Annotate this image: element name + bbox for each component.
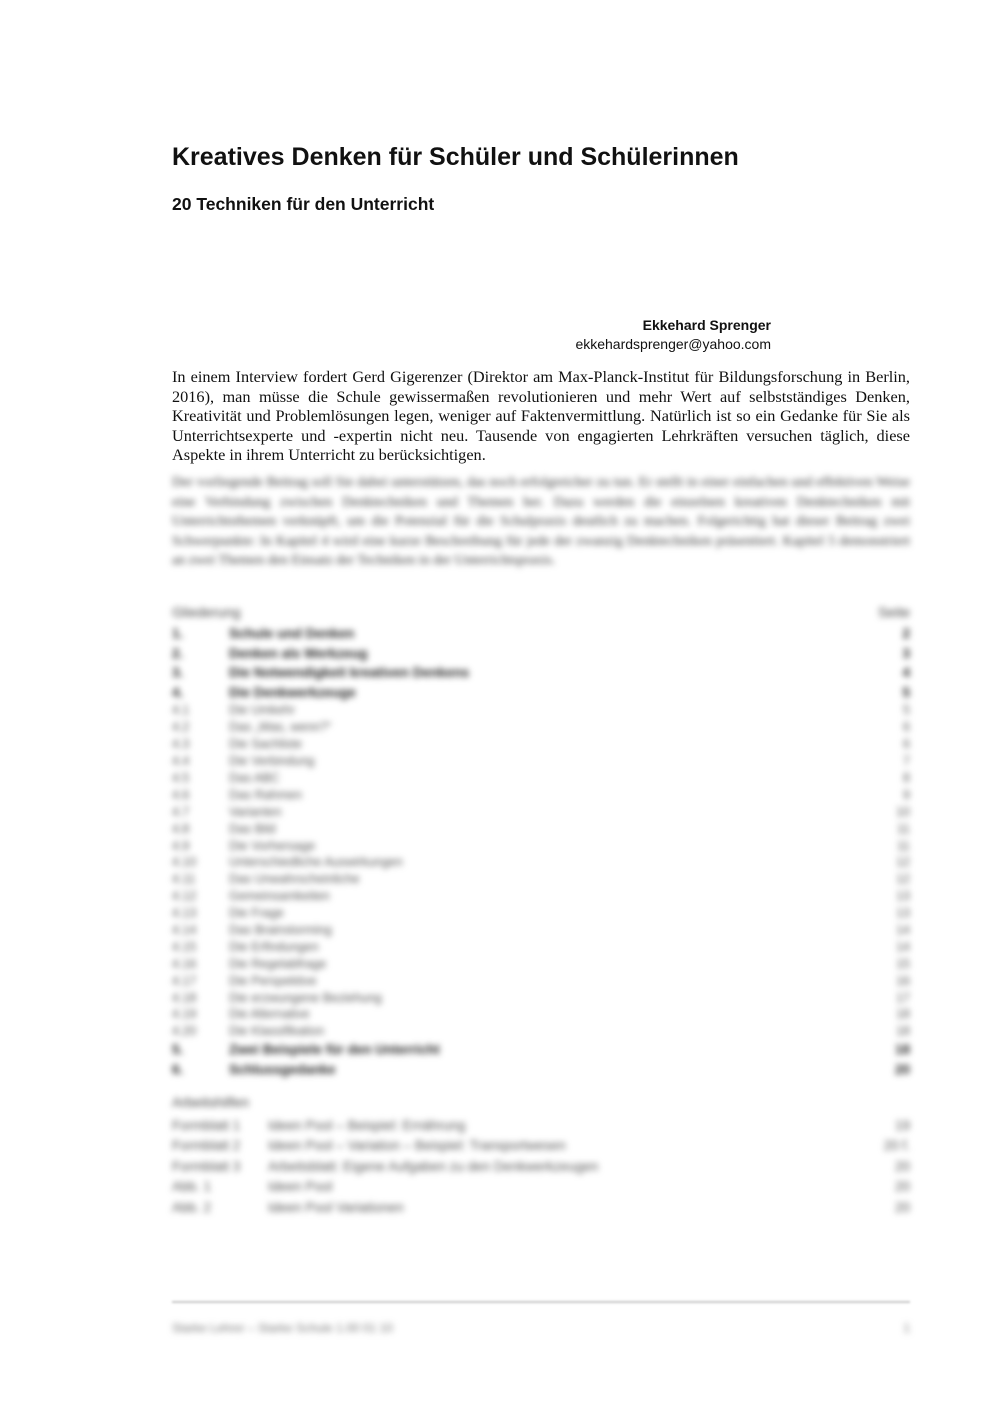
- toc-entry-num: 6.: [172, 1061, 184, 1077]
- toc-entry-page: 15: [896, 956, 910, 971]
- figure-entry-label: Ideen Pool – Beispiel: Ernährung: [268, 1117, 466, 1133]
- toc-entry-label: Unterschiedliche Auswirkungen: [229, 855, 403, 870]
- toc-entry-label: Schule und Denken: [229, 626, 355, 642]
- document-subtitle: 20 Techniken für den Unterricht: [172, 194, 435, 214]
- toc-entry-num: 4.: [172, 684, 184, 700]
- toc-entry-label: Die Umkehr: [229, 703, 295, 718]
- toc-entry-num: 4.11: [172, 872, 196, 887]
- toc-entry: [172, 803, 910, 820]
- toc-entry-num: 4.16: [172, 956, 197, 971]
- toc-entry-label: Das Unwahrscheinliche: [229, 872, 360, 887]
- toc-entry: [172, 786, 910, 803]
- toc-entry-page: 10: [896, 804, 910, 819]
- toc-entry-num: 4.18: [172, 990, 197, 1005]
- figure-entry: [172, 1197, 910, 1218]
- toc-entry-page: 13: [896, 889, 910, 904]
- toc-entry-label: Das Rahmen: [229, 787, 302, 802]
- page-number: 1: [903, 1321, 910, 1335]
- second-paragraph: Der vorliegende Beitrag soll Sie dabei unterstützen, das noch erfolgreicher zu tun. Er stellt in einer einfachen und effektiven Weise eine Verbindung zwischen Denktechniken und Themen her. Dazu werden die einzelnen kreativen Denktechniken mit Unterrichtsthemen verknüpft, um die Potenzial für die Schulpraxis deutlich zu machen. Folgerichtig hat dieser Beitrag zwei Schwerpunkte: In Kapitel 4 wird eine kurze Beschreibung für jede der zwanzig Denktechniken präsentiert. Kapitel 5 demonstriert an zwei Themen den Einsatz der Techniken in der Unterrichtspraxis.: [172, 475, 910, 568]
- figure-entry-label: Ideen Pool: [268, 1179, 333, 1195]
- toc-entry-label: Zwei Beispiele für den Unterricht: [229, 1042, 440, 1058]
- toc-entry-page: 3: [902, 645, 910, 661]
- toc-entry: [172, 922, 910, 939]
- toc-entry-label: Denken als Werkzeug: [229, 645, 368, 661]
- figure-entry-num: Formblatt 1: [172, 1117, 241, 1133]
- toc-entry: [172, 989, 910, 1006]
- toc-entry-page: 5: [902, 684, 910, 700]
- toc-entry: [172, 837, 910, 854]
- figure-entry: [172, 1176, 910, 1197]
- toc-entry: [172, 905, 910, 922]
- page-footer: [172, 1321, 910, 1335]
- toc-entry-num: 4.3: [172, 737, 190, 752]
- toc-entry: [172, 1040, 910, 1060]
- toc-entry: [172, 624, 910, 644]
- toc-entry-label: Das Brainstorming: [229, 923, 332, 938]
- toc-entry-num: 4.12: [172, 889, 197, 904]
- toc-entry-num: 4.17: [172, 973, 197, 988]
- figure-entry-num: Formblatt 2: [172, 1138, 241, 1154]
- intro-paragraph: In einem Interview fordert Gerd Gigerenzer (Direktor am Max-Planck-Institut für Bildungsforschung in Berlin, 2016), man müsse die Schule gewissermaßen revolutionieren und mehr Wert auf selbstständiges Denken, Kreativität und Problemlösungen legen, weniger auf Faktenvermittlung. Natürlich ist so ein Gedanke für Sie als Unterrichtsexperte und -expertin nicht neu. Tausende von engagierten Lehrkräften versuchen täglich, diese Aspekte in ihrem Unterricht zu berücksichtigen.: [172, 367, 910, 465]
- toc-entry-label: Die Sachliste: [229, 737, 302, 752]
- figure-entry-page: 20: [894, 1179, 910, 1195]
- figure-entry-num: Formblatt 3: [172, 1158, 241, 1174]
- toc-entry-num: 4.15: [172, 939, 197, 954]
- table-of-contents: [172, 600, 910, 1217]
- toc-entry-num: 4.5: [172, 771, 190, 785]
- toc-entry-page: 2: [902, 626, 910, 642]
- toc-entry-num: 4.9: [172, 838, 190, 853]
- toc-entry-page: 12: [896, 855, 910, 870]
- toc-entry-page: 14: [896, 923, 910, 938]
- toc-entry-page: 12: [896, 872, 910, 887]
- toc-entry-page: 6: [903, 720, 910, 735]
- toc-entry-label: Das „Was, wenn?“: [229, 720, 332, 735]
- toc-entry-page: 11: [897, 838, 910, 853]
- toc-entry-page: 20: [894, 1061, 910, 1077]
- toc-entry-page: 18: [896, 1007, 910, 1022]
- author-block: [575, 316, 771, 354]
- toc-entry-num: 5.: [172, 1042, 184, 1058]
- toc-entry: [172, 888, 910, 905]
- toc-entry-label: Die erzwungene Beziehung: [229, 990, 382, 1005]
- toc-entry: [172, 1059, 910, 1079]
- toc-entry-num: 3.: [172, 665, 184, 681]
- toc-entry-num: 4.8: [172, 821, 190, 836]
- toc-entry: [172, 683, 910, 703]
- author-name: Ekkehard Sprenger: [642, 317, 771, 333]
- toc-entry: [172, 972, 910, 989]
- toc-entry-label: Schlussgedanke: [229, 1061, 336, 1077]
- toc-entry-num: 4.19: [172, 1007, 197, 1022]
- document-title: Kreatives Denken für Schüler und Schülerinnen: [172, 143, 739, 171]
- figure-entry-num: Abb. 1: [172, 1179, 212, 1195]
- toc-entry-label: Die Vorhersage: [229, 838, 316, 853]
- figures-heading: Arbeitshilfen: [172, 1093, 250, 1110]
- toc-entry: [172, 663, 910, 683]
- toc-entry: [172, 955, 910, 972]
- toc-entry-page: 14: [896, 939, 910, 954]
- toc-entry-num: 1.: [172, 626, 184, 642]
- toc-entry-num: 4.1: [172, 703, 190, 718]
- toc-entry-page: 11: [897, 821, 910, 836]
- toc-entry-label: Die Notwendigkeit kreativen Denkens: [229, 665, 470, 681]
- author-email: ekkehardsprenger@yahoo.com: [575, 336, 771, 352]
- toc-entry: [172, 938, 910, 955]
- figure-entry-label: Arbeitsblatt: Eigene Aufgaben zu den Denkwerkzeugen: [268, 1158, 599, 1174]
- toc-entry-page: 8: [903, 771, 910, 785]
- toc-entry-page: 7: [903, 754, 910, 769]
- figure-entry-label: Ideen Pool Variationen: [268, 1199, 404, 1215]
- toc-entry: [172, 719, 910, 736]
- toc-entry-label: Die Regelabfrage: [229, 956, 327, 971]
- toc-entry-label: Die Denkwerkzeuge: [229, 684, 356, 700]
- toc-entry-num: 4.13: [172, 906, 197, 921]
- toc-entry-num: 4.6: [172, 787, 190, 802]
- figure-entry: [172, 1115, 910, 1136]
- toc-entry-page: 5: [903, 703, 910, 718]
- toc-entry-page: 18: [894, 1042, 910, 1058]
- toc-entry: [172, 820, 910, 837]
- figure-entry-num: Abb. 2: [172, 1199, 212, 1215]
- toc-header: [172, 600, 910, 624]
- figure-entry-page: 20: [894, 1158, 910, 1174]
- toc-entry-page: 18: [896, 1024, 910, 1039]
- toc-entries: [172, 624, 910, 1079]
- footer-source: Starke Lehrer – Starke Schule 1.00 01 10: [172, 1321, 393, 1335]
- toc-entry-label: Das Bild: [229, 821, 276, 836]
- toc-entry-label: Varianten: [229, 804, 282, 819]
- toc-entry-page: 4: [902, 665, 910, 681]
- toc-entry-num: 4.20: [172, 1024, 197, 1039]
- toc-entry: [172, 854, 910, 871]
- toc-entry-num: 4.4: [172, 754, 190, 769]
- toc-entry: [172, 1006, 910, 1023]
- toc-entry-num: 4.2: [172, 720, 190, 735]
- figure-entry-page: 20 f.: [883, 1138, 910, 1154]
- toc-entry: [172, 753, 910, 770]
- toc-entry-page: 13: [896, 906, 910, 921]
- toc-entry-num: 4.10: [172, 855, 197, 870]
- figure-entry: [172, 1156, 910, 1177]
- toc-entry-label: Die Frage: [229, 906, 284, 921]
- toc-page-heading: Seite: [878, 604, 910, 620]
- toc-entry-page: 16: [896, 973, 910, 988]
- toc-entry-num: 4.14: [172, 923, 197, 938]
- toc-entry-num: 4.7: [172, 804, 190, 819]
- toc-entry-page: 9: [903, 787, 910, 802]
- toc-entry-num: 2.: [172, 645, 184, 661]
- toc-entry-label: Das ABC: [229, 771, 280, 785]
- toc-entry-label: Die Klassifikation: [229, 1024, 325, 1039]
- toc-entry-label: Die Perspektive: [229, 973, 317, 988]
- toc-entry-label: Gemeinsamkeiten: [229, 889, 330, 904]
- toc-entry: [172, 702, 910, 719]
- toc-entry: [172, 770, 910, 787]
- toc-entry: [172, 644, 910, 664]
- footer-divider: [172, 1301, 910, 1303]
- toc-entry-label: Die Erfindungen: [229, 939, 319, 954]
- toc-entry-label: Die Alternative: [229, 1007, 310, 1022]
- toc-entry: [172, 1023, 910, 1040]
- toc-entry-page: 17: [896, 990, 910, 1005]
- toc-entry-page: 6: [903, 737, 910, 752]
- toc-heading: Gliederung: [172, 604, 241, 620]
- toc-entry: [172, 736, 910, 753]
- figure-entry-page: 19: [894, 1117, 910, 1133]
- figure-entry-label: Ideen Pool – Variation – Beispiel: Transportwesen: [268, 1138, 566, 1154]
- toc-entry: [172, 871, 910, 888]
- figure-entry-page: 20: [894, 1199, 910, 1215]
- figure-entry: [172, 1135, 910, 1156]
- figure-entries: [172, 1115, 910, 1218]
- toc-entry-label: Die Verbindung: [229, 754, 315, 769]
